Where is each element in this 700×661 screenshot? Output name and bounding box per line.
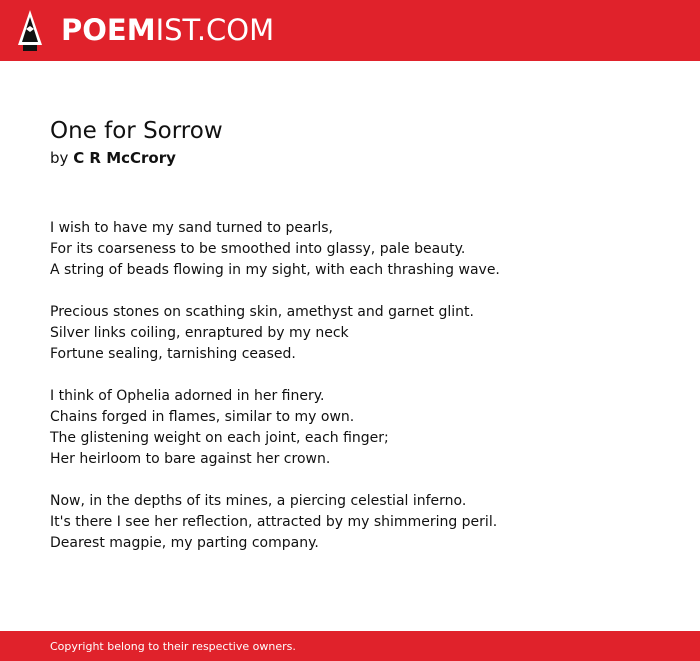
poem-byline xyxy=(50,148,670,168)
site-header xyxy=(0,0,700,61)
stanza xyxy=(50,302,670,365)
by-label: by xyxy=(50,149,69,167)
poem-line: For its coarseness to be smoothed into glassy, pale beauty. xyxy=(50,241,466,257)
logo-text-bold: POEM xyxy=(61,13,156,47)
stanza xyxy=(50,491,670,554)
poem-line: I wish to have my sand turned to pearls, xyxy=(50,220,333,236)
poem-line: It's there I see her reflection, attracted by my shimmering peril. xyxy=(50,514,498,530)
poem-line: Her heirloom to bare against her crown. xyxy=(50,451,331,467)
stanza xyxy=(50,386,670,470)
poem-author[interactable]: C R McCrory xyxy=(73,149,176,167)
poem-line: I think of Ophelia adorned in her finery. xyxy=(50,388,325,404)
poem-line: Silver links coiling, enraptured by my neck xyxy=(50,325,349,341)
stanza xyxy=(50,218,670,281)
poem-line: A string of beads flowing in my sight, with each thrashing wave. xyxy=(50,262,500,278)
site-logo-text xyxy=(61,9,274,52)
poem-line: Fortune sealing, tarnishing ceased. xyxy=(50,346,296,362)
poem xyxy=(50,116,670,575)
site-footer xyxy=(0,631,700,661)
site-logo[interactable] xyxy=(17,9,274,52)
poem-line: Chains forged in flames, similar to my own. xyxy=(50,409,355,425)
poem-line: Precious stones on scathing skin, amethyst and garnet glint. xyxy=(50,304,474,320)
logo-text-light: IST.COM xyxy=(155,13,275,47)
poem-line: Now, in the depths of its mines, a piercing celestial inferno. xyxy=(50,493,467,509)
copyright-notice: Copyright belong to their respective owners. xyxy=(50,640,296,653)
poem-line: The glistening weight on each joint, each finger; xyxy=(50,430,389,446)
pencil-icon xyxy=(17,9,43,52)
poem-body xyxy=(50,218,670,554)
poem-line: Dearest magpie, my parting company. xyxy=(50,535,319,551)
poem-title: One for Sorrow xyxy=(50,118,223,144)
